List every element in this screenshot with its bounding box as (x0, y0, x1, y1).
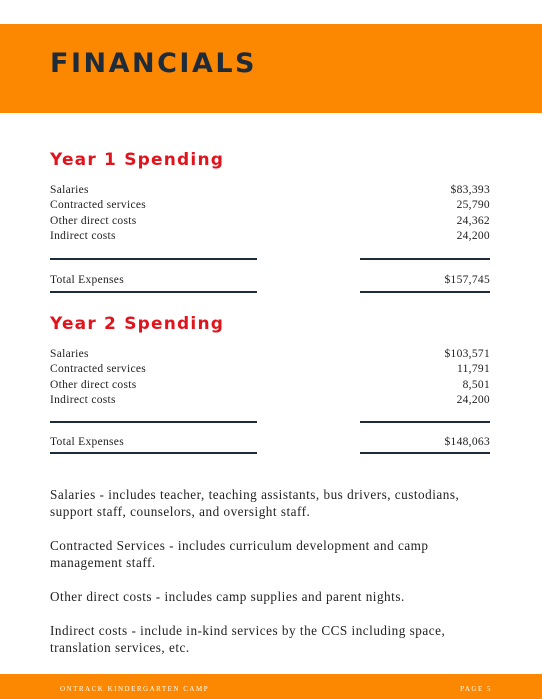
note-other-direct-costs: Other direct costs - includes camp supplies and parent nights. (50, 589, 405, 604)
line-item (50, 214, 490, 229)
line-item-amount: $83,393 (450, 184, 490, 196)
line-item-amount: 24,362 (456, 214, 490, 227)
page-title: FINANCIALS (50, 48, 257, 79)
year1-line-items (50, 183, 490, 244)
line-item (50, 393, 490, 408)
line-item-label: Contracted services (50, 363, 147, 376)
footer-page-number: PAGE 5 (460, 685, 492, 693)
year1-total-rule-bottom-right (360, 291, 490, 293)
note-indirect-costs: Indirect costs - include in-kind services by the CCS including space, translation services, etc. (50, 623, 446, 655)
year2-total-rule-bottom-left (50, 452, 257, 454)
line-item (50, 347, 490, 362)
year1-total-rule-top-left (50, 258, 257, 260)
line-item-amount: 8,501 (462, 378, 490, 391)
line-item (50, 229, 490, 244)
line-item (50, 198, 490, 213)
line-item-amount: $103,571 (444, 348, 490, 360)
line-item-amount: 24,200 (456, 229, 490, 242)
line-item-amount: 11,791 (457, 363, 490, 376)
year1-total-rule-bottom-left (50, 291, 257, 293)
line-item (50, 183, 490, 198)
line-item-label: Salaries (50, 184, 89, 196)
line-item (50, 378, 490, 393)
year1-total-amount: $157,745 (444, 274, 490, 286)
year2-total-amount: $148,063 (444, 436, 490, 448)
line-item (50, 362, 490, 377)
year2-total-label: Total Expenses (50, 436, 124, 448)
line-item-label: Salaries (50, 348, 89, 360)
year2-heading: Year 2 Spending (50, 314, 225, 334)
note-contracted-services: Contracted Services - includes curriculum development and camp management staff. (50, 538, 429, 570)
line-item-amount: 25,790 (456, 199, 490, 212)
footer-camp-name: ONTRACK KINDERGARTEN CAMP (60, 685, 210, 693)
note-salaries: Salaries - includes teacher, teaching assistants, bus drivers, custodians, support staff, counselors, and oversight staff. (50, 487, 460, 519)
line-item-label: Contracted services (50, 199, 147, 212)
line-item-label: Indirect costs (50, 229, 116, 242)
year2-total-rule-top-left (50, 421, 257, 423)
line-item-label: Indirect costs (50, 393, 116, 406)
year2-line-items (50, 347, 490, 408)
year2-total-rule-top-right (360, 421, 490, 423)
line-item-label: Other direct costs (50, 378, 137, 391)
year1-total-rule-top-right (360, 258, 490, 260)
year1-heading: Year 1 Spending (50, 150, 225, 170)
line-item-label: Other direct costs (50, 214, 137, 227)
year2-total-rule-bottom-right (360, 452, 490, 454)
year1-total-label: Total Expenses (50, 274, 124, 286)
line-item-amount: 24,200 (456, 393, 490, 406)
